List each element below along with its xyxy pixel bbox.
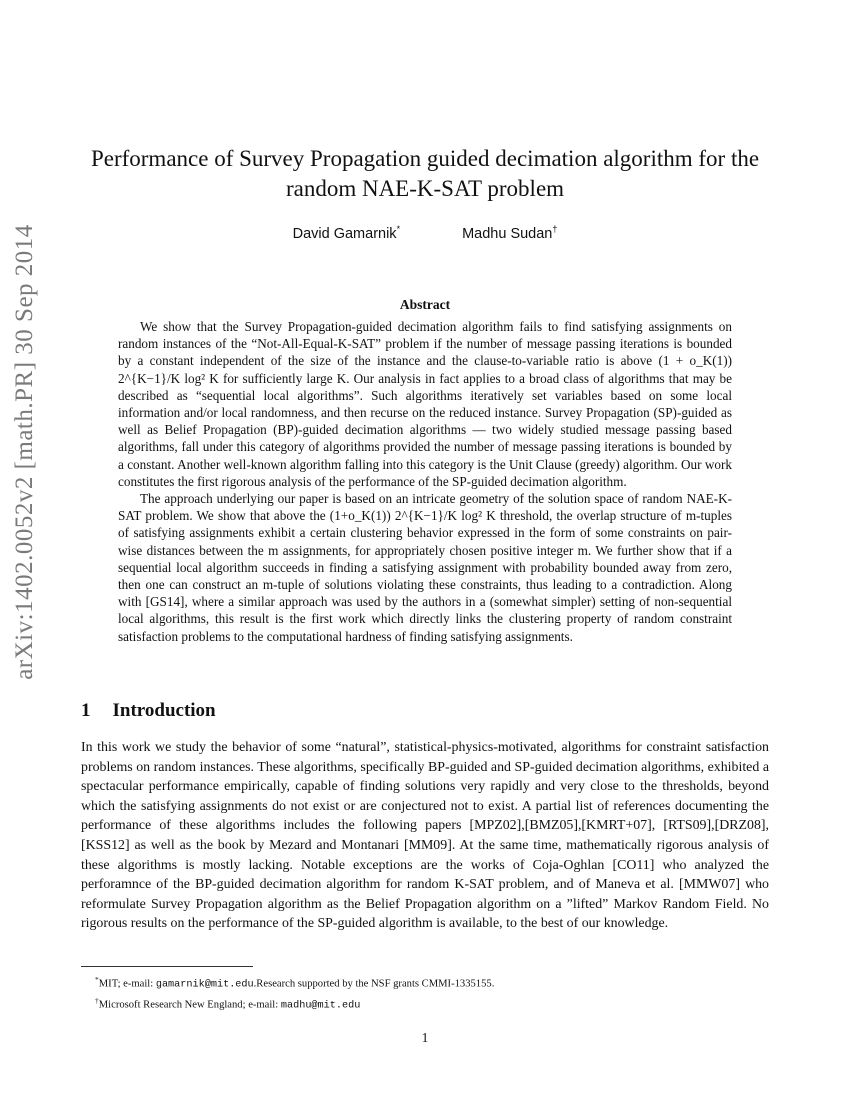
author-footnote-mark: †	[552, 224, 558, 234]
footnote-text: .Research supported by the NSF grants CMMI-1335155.	[253, 978, 495, 990]
arxiv-identifier: arXiv:1402.0052v2 [math.PR] 30 Sep 2014	[11, 224, 38, 680]
abstract-paragraph: The approach underlying our paper is based on an intricate geometry of the solution space of random NAE-K-SAT problem. We show that above the (1+o_K(1)) 2^{K−1}/K log² K threshold, the overlap structure of m-tuples of satisfying assignments exhibit a certain clustering behavior expressed in the form of some constraints on pair-wise distances between the m assignments, for appropriately chosen positive integer m. We further show that if a sequential local algorithm succeeds in finding a satisfying assignment with probability bounded away from zero, then one can construct an m-tuple of solutions violating these constraints, thus leading to a contradiction. Along with [GS14], where a similar approach was used by the authors in a (somewhat simpler) setting of non-sequential local algorithms, this result is the first work which directly links the clustering property of random constraint satisfaction problems to the computational hardness of finding satisfying assignments.	[118, 491, 732, 644]
section-number: 1	[81, 700, 91, 721]
footnotes	[95, 972, 775, 1013]
author-2	[462, 224, 557, 242]
footnote-email: madhu@mit.edu	[280, 1000, 361, 1012]
section-heading	[81, 700, 216, 722]
footnote-2	[95, 993, 775, 1014]
author-name: Madhu Sudan	[462, 225, 553, 242]
page-number: 1	[421, 1030, 429, 1045]
footnote-mark: †	[95, 995, 99, 1005]
footnote-mark: *	[95, 975, 99, 984]
footnote-1	[95, 972, 775, 993]
author-name: David Gamarnik	[292, 225, 397, 242]
footnote-rule	[81, 966, 253, 967]
abstract-body	[118, 318, 732, 645]
abstract-heading: Abstract	[399, 297, 451, 312]
arxiv-side-stamp	[0, 224, 50, 680]
section-title: Introduction	[112, 700, 216, 721]
footnote-email: gamarnik@mit.edu	[155, 979, 254, 991]
paper-title: Performance of Survey Propagation guided decimation algorithm for the random NAE-K-SAT problem	[90, 146, 760, 201]
author-list	[0, 224, 850, 242]
abstract-paragraph: We show that the Survey Propagation-guided decimation algorithm fails to find satisfying assignments on random instances of the “Not-All-Equal-K-SAT” problem if the number of message passing iterations is bounded by a constant independent of the size of the instance and the clause-to-variable ratio is above (1 + o_K(1)) 2^{K−1}/K log² K for sufficiently large K. Our analysis in fact applies to a broad class of algorithms that may be described as “sequential local algorithms”. Such algorithms iteratively set variables based on some local information and/or local randomness, and then recurse on the reduced instance. Survey Propagation (SP)-guided as well as Belief Propagation (BP)-guided decimation algorithms — two widely studied message passing based algorithms, fall under this category of algorithms provided the number of message passing iterations is bounded by a constant. Another well-known algorithm falling into this category is the Unit Clause (greedy) algorithm. Our work constitutes the first rigorous analysis of the performance of the SP-guided decimation algorithm.	[118, 319, 732, 489]
author-footnote-mark: *	[396, 224, 401, 234]
footnote-text: MIT; e-mail:	[98, 978, 156, 990]
intro-paragraph: In this work we study the behavior of some “natural”, statistical-physics-motivated, algorithms for constraint satisfaction problems on random instances. These algorithms, specifically BP-guided and SP-guided decimation algorithms, exhibited a spectacular performance empirically, capable of finding solutions very rapidly and very close to the thresholds, beyond which the satisfying assignments do not exist or are conjectured not to exist. A partial list of references documenting the performance of these algorithms includes the following papers [MPZ02],[BMZ05],[KMRT+07], [RTS09],[DRZ08],[KSS12] as well as the book by Mezard and Montanari [MM09]. At the same time, mathematically rigorous analysis of these algorithms is mostly lacking. Notable exceptions are the works of Coja-Oghlan [CO11] who analyzed the perforamnce of the BP-guided decimation algorithm for random K-SAT problem, and of Maneva et al. [MMW07] who reformulate Survey Propagation algorithm as the Belief Propagation algorithm on a ”lifted” Markov Random Field. No rigorous results on the performance of the SP-guided algorithm is available, to the best of our knowledge.	[81, 740, 769, 932]
footnote-text: Microsoft Research New England; e-mail:	[98, 999, 281, 1011]
author-1	[293, 224, 400, 242]
